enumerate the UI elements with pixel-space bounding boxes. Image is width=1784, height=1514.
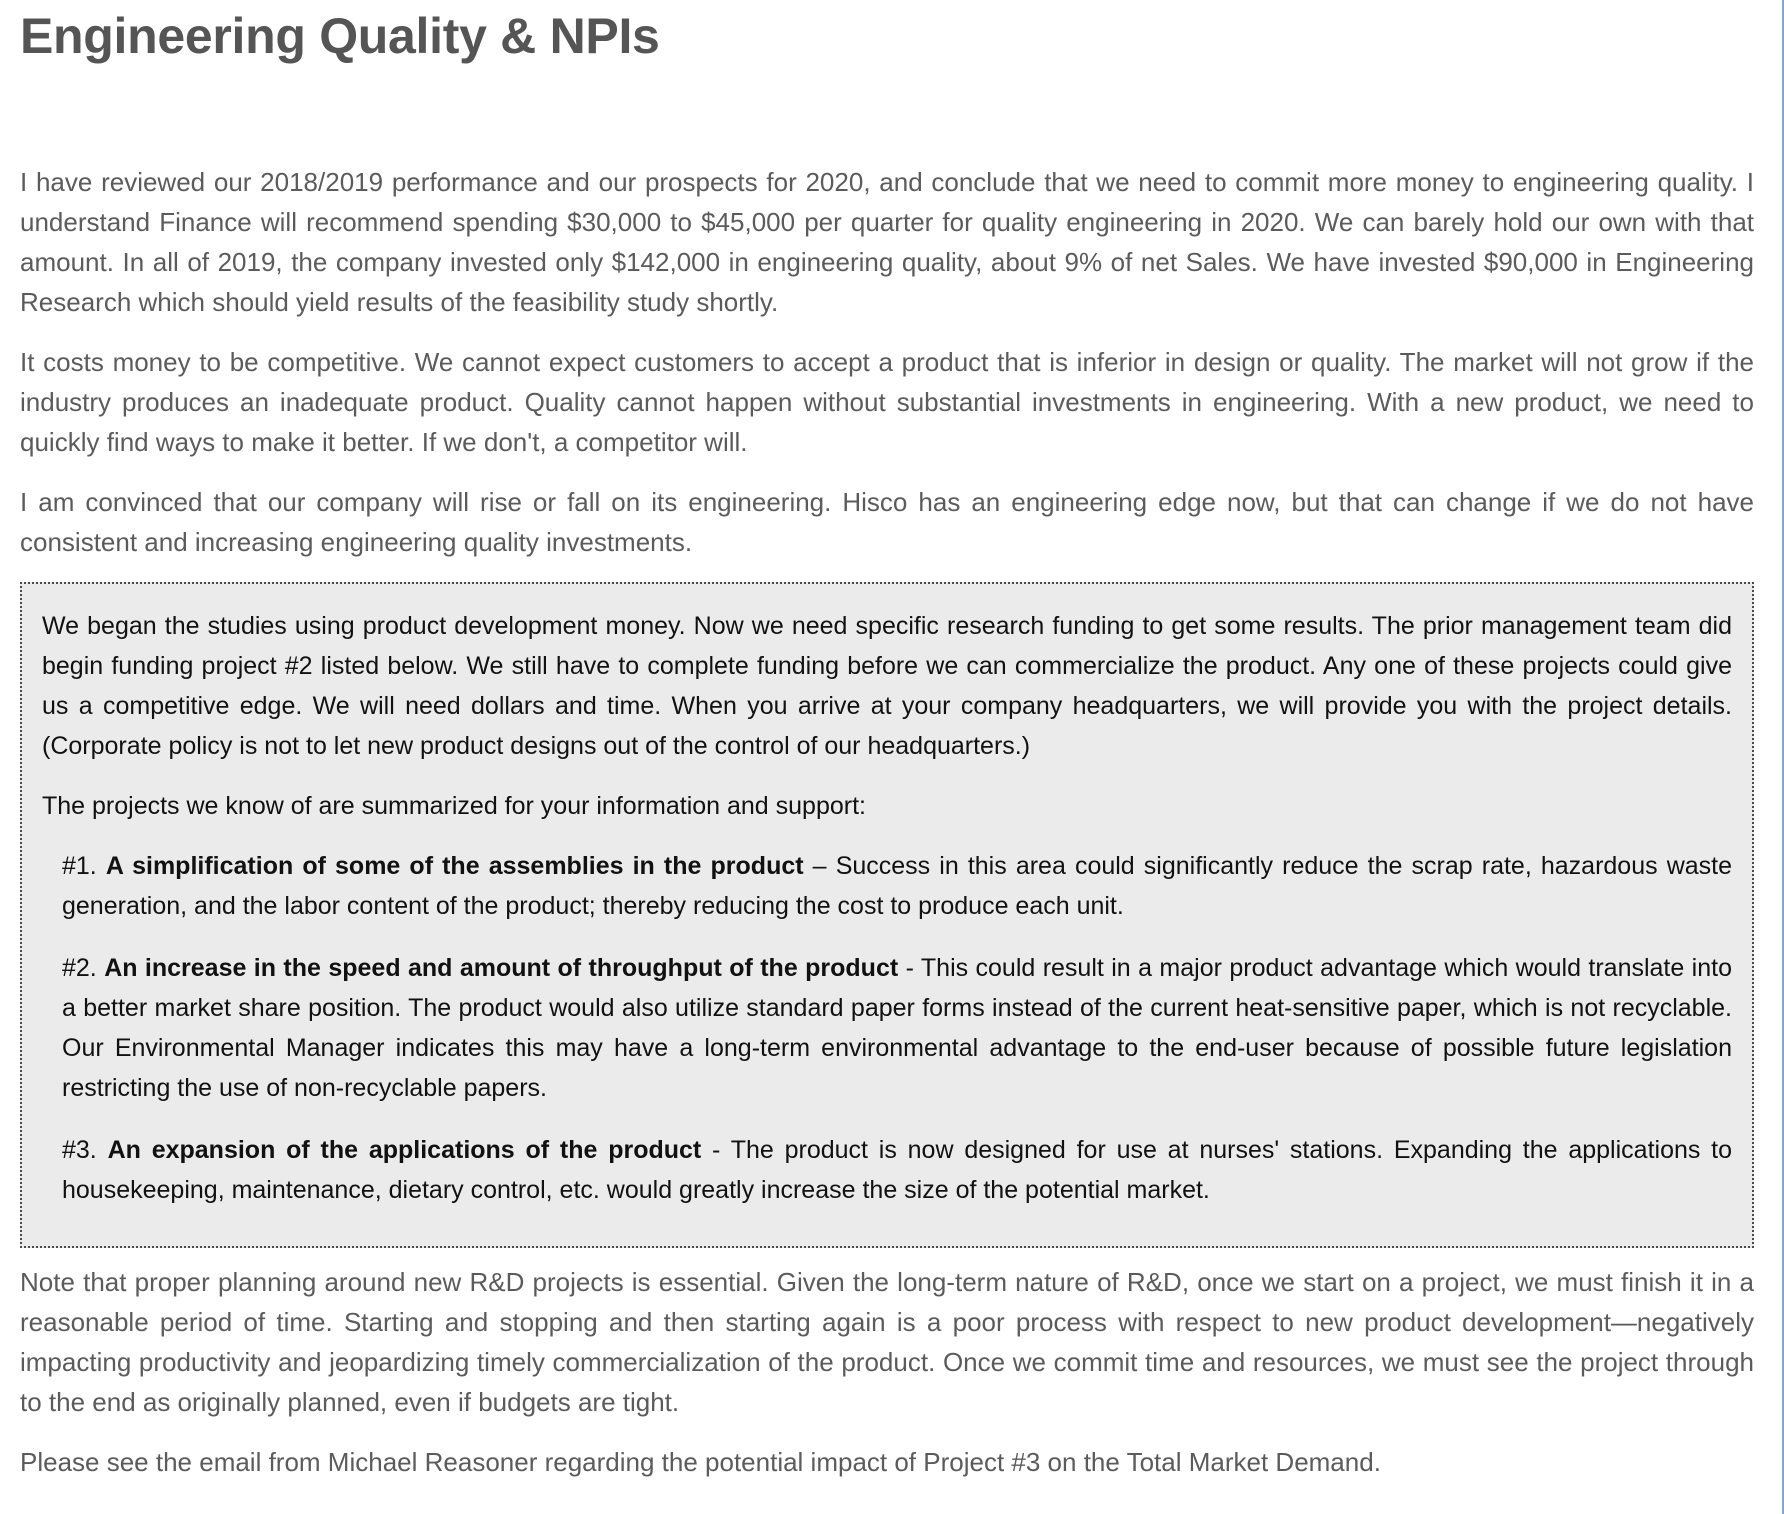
project-title: An expansion of the applications of the product bbox=[107, 1136, 702, 1164]
project-title: An increase in the speed and amount of throughput of the product bbox=[104, 954, 899, 982]
closing-paragraph-2: Please see the email from Michael Reasoner regarding the potential impact of Project #3 on the Total Market Demand. bbox=[20, 1447, 1381, 1477]
project-description: Success in this area could significantly reduce the scrap rate, hazardous waste generation, and the labor content of the product; thereby reducing the cost to produce each unit. bbox=[62, 852, 1733, 920]
intro-section bbox=[20, 162, 1754, 562]
project-description: The product is now designed for use at nurses' stations. Expanding the applications to housekeeping, maintenance, dietary control, etc. would greatly increase the size of the potential market. bbox=[62, 1136, 1733, 1204]
project-item-1 bbox=[62, 846, 1732, 926]
intro-paragraph-1: I have reviewed our 2018/2019 performance and our prospects for 2020, and conclude that we need to commit more money to engineering quality. I understand Finance will recommend spending $30,000 to $45,000 per quarter for quality engineering in 2020. We can barely hold our own with that amount. In all of 2019, the company invested only $142,000 in engineering quality, about 9% of net Sales. We have invested $90,000 in Engineering Research which should yield results of the feasibility study shortly. bbox=[20, 167, 1754, 317]
project-number: #3. bbox=[62, 1136, 97, 1164]
closing-paragraph-1: Note that proper planning around new R&D projects is essential. Given the long-term nature of R&D, once we start on a project, we must finish it in a reasonable period of time. Starting and stopping and then starting again is a poor process with respect to new product development—negatively impacting productivity and jeopardizing timely commercialization of the product. Once we commit time and resources, we must see the project through to the end as originally planned, even if budgets are tight. bbox=[20, 1267, 1754, 1417]
project-description: This could result in a major product advantage which would translate into a better market share position. The product would also utilize standard paper forms instead of the current heat-sensitive paper, which is not recyclable. Our Environmental Manager indicates this may have a long-term environmental advantage to the end-user because of possible future legislation restricting the use of non-recyclable papers. bbox=[62, 954, 1732, 1102]
page-title: Engineering Quality & NPIs bbox=[20, 8, 660, 64]
project-separator: - bbox=[701, 1136, 731, 1164]
project-number: #1. bbox=[62, 852, 97, 880]
project-item-2 bbox=[62, 948, 1732, 1108]
callout-summary: The projects we know of are summarized for your information and support: bbox=[42, 792, 866, 820]
project-number: #2. bbox=[62, 954, 97, 982]
document-page bbox=[20, 0, 1754, 1502]
projects-callout-box bbox=[20, 582, 1754, 1248]
project-title: A simplification of some of the assemblies in the product bbox=[105, 852, 804, 880]
project-item-3 bbox=[62, 1130, 1732, 1210]
closing-section bbox=[20, 1262, 1754, 1482]
callout-paragraph: We began the studies using product development money. Now we need specific research funding to get some results. The prior management team did begin funding project #2 listed below. We still have to complete funding before we can commercialize the product. Any one of these projects could give us a competitive edge. We will need dollars and time. When you arrive at your company headquarters, we will provide you with the project details. (Corporate policy is not to let new product designs out of the control of our headquarters.) bbox=[42, 612, 1732, 760]
intro-paragraph-2: It costs money to be competitive. We cannot expect customers to accept a product that is inferior in design or quality. The market will not grow if the industry produces an inadequate product. Quality cannot happen without substantial investments in engineering. With a new product, we need to quickly find ways to make it better. If we don't, a competitor will. bbox=[20, 347, 1754, 457]
project-separator: – bbox=[803, 852, 836, 880]
intro-paragraph-3: I am convinced that our company will rise or fall on its engineering. Hisco has an engineering edge now, but that can change if we do not have consistent and increasing engineering quality investments. bbox=[20, 487, 1754, 557]
project-separator: - bbox=[898, 954, 921, 982]
